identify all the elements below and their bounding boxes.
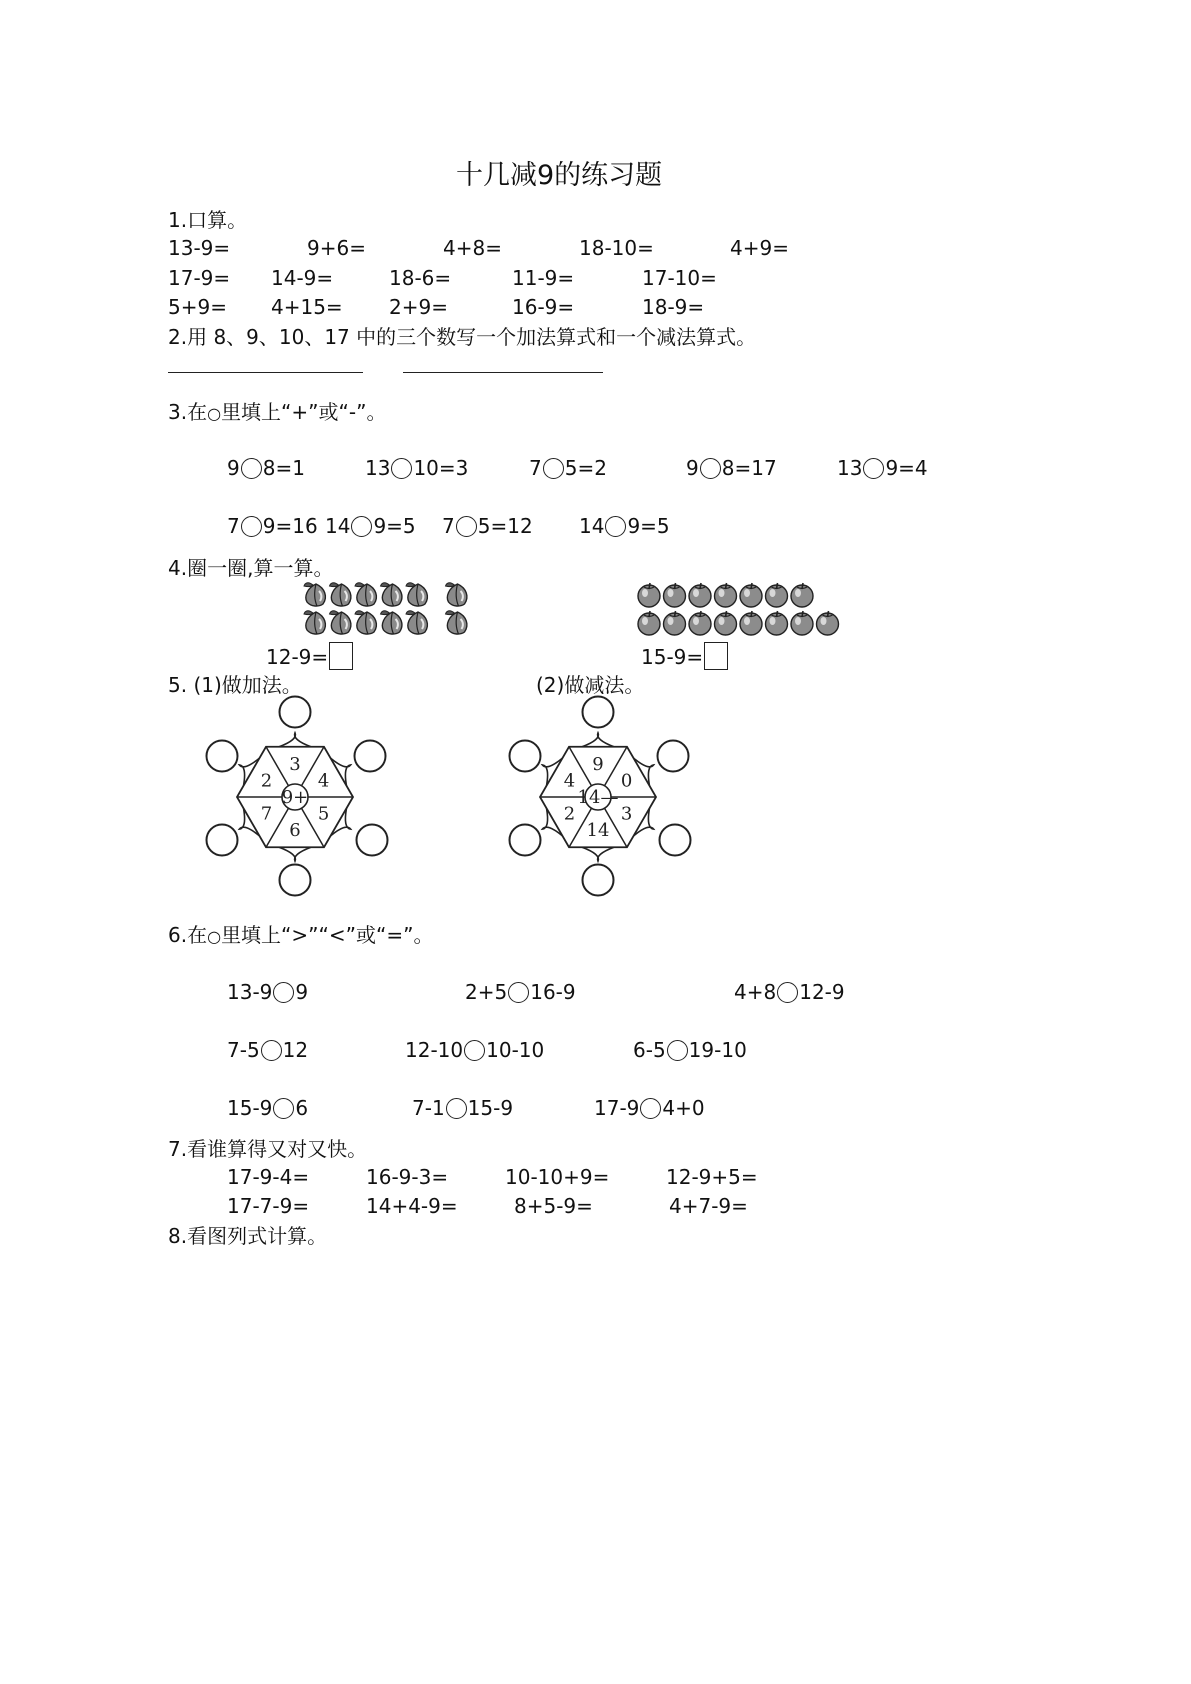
answer-circle[interactable]	[280, 697, 311, 728]
star-point	[582, 733, 614, 747]
answer-circle[interactable]	[273, 982, 294, 1003]
answer-circle[interactable]	[660, 825, 691, 856]
peach-icon	[406, 611, 427, 634]
q6-item: 6-5 19-10	[633, 1038, 747, 1062]
answer-circle[interactable]	[351, 516, 372, 537]
wheel-number: 2	[563, 803, 576, 825]
q1-item: 9+6=	[307, 236, 366, 260]
q1-item: 13-9=	[168, 236, 231, 260]
peach-icon	[446, 583, 467, 606]
answer-circle[interactable]	[261, 1040, 282, 1061]
q6-item: 13-9 9	[227, 980, 309, 1004]
q1-item: 16-9=	[512, 295, 575, 319]
addition-wheel	[200, 690, 400, 900]
q7-item: 8+5-9=	[514, 1194, 593, 1218]
q5-label: 5. (1)做加法。	[168, 673, 302, 697]
apple-icon	[689, 611, 711, 635]
answer-circle[interactable]	[508, 982, 529, 1003]
q3-item: 7 5=2	[529, 456, 607, 480]
wheel-center-label: 14—	[577, 787, 619, 808]
wheel-center-label: 9+	[281, 787, 309, 808]
apple-icon	[664, 583, 686, 607]
apple-icon	[638, 611, 660, 635]
apple-icon	[817, 611, 839, 635]
wheel-number: 3	[289, 754, 301, 775]
peach-icon	[304, 611, 325, 634]
star-point	[279, 733, 311, 747]
q3-item: 14 9=5	[325, 514, 416, 538]
circle-symbol: ○	[207, 927, 222, 946]
q3-item: 13 10=3	[365, 456, 469, 480]
q1-item: 18-10=	[579, 236, 654, 260]
peach-icon	[406, 583, 427, 606]
apple-icon	[740, 583, 762, 607]
answer-circle[interactable]	[241, 516, 262, 537]
answer-circle[interactable]	[777, 982, 798, 1003]
answer-line-subtraction[interactable]	[403, 372, 603, 373]
answer-line-addition[interactable]	[168, 372, 363, 373]
q6-item: 2+5 16-9	[465, 980, 576, 1004]
answer-circle[interactable]	[391, 458, 412, 479]
q7-item: 17-9-4=	[227, 1165, 310, 1189]
q6-label: 6.在○里填上“>”“<”或“=”。	[168, 923, 434, 947]
q1-item: 2+9=	[389, 295, 448, 319]
q7-item: 10-10+9=	[505, 1165, 610, 1189]
answer-circle[interactable]	[543, 458, 564, 479]
q6-item: 15-9 6	[227, 1096, 309, 1120]
peach-icon	[355, 583, 376, 606]
q7-item: 16-9-3=	[366, 1165, 449, 1189]
apple-icon	[791, 583, 813, 607]
q6-item: 12-10 10-10	[405, 1038, 545, 1062]
answer-circle[interactable]	[605, 516, 626, 537]
q1-item: 4+8=	[443, 236, 502, 260]
q5-label-2: (2)做减法。	[536, 673, 645, 697]
circle-symbol: ○	[207, 404, 222, 423]
q3-item: 13 9=4	[837, 456, 928, 480]
q2-label: 2.用 8、9、10、17 中的三个数写一个加法算式和一个减法算式。	[168, 325, 757, 349]
apple-icon	[740, 611, 762, 635]
q7-item: 14+4-9=	[366, 1194, 458, 1218]
q4-eq-1: 12-9=	[266, 642, 353, 670]
answer-circle[interactable]	[510, 741, 541, 772]
q3-item: 7 9=16	[227, 514, 318, 538]
q1-item: 5+9=	[168, 295, 227, 319]
wheel-number: 14	[586, 820, 610, 841]
answer-circle[interactable]	[446, 1098, 467, 1119]
apple-icon	[715, 611, 737, 635]
q7-item: 12-9+5=	[666, 1165, 758, 1189]
answer-circle[interactable]	[583, 697, 614, 728]
apple-illustration	[636, 582, 846, 638]
apple-icon	[715, 583, 737, 607]
apple-icon	[766, 583, 788, 607]
apple-icon	[766, 611, 788, 635]
answer-circle[interactable]	[207, 825, 238, 856]
apple-icon	[664, 611, 686, 635]
q1-item: 18-9=	[642, 295, 705, 319]
q3-label: 3.在○里填上“+”或“-”。	[168, 400, 387, 424]
wheel-number: 9	[592, 754, 604, 775]
answer-circle[interactable]	[464, 1040, 485, 1061]
q3-item: 14 9=5	[579, 514, 670, 538]
q4-label: 4.圈一圈,算一算。	[168, 556, 334, 580]
q1-item: 4+15=	[271, 295, 343, 319]
star-point	[582, 847, 614, 861]
answer-circle[interactable]	[863, 458, 884, 479]
peach-icon	[381, 611, 402, 634]
q1-item: 17-10=	[642, 266, 717, 290]
q6-item: 17-9 4+0	[594, 1096, 705, 1120]
apple-icon	[689, 583, 711, 607]
star-point	[279, 847, 311, 861]
answer-circle[interactable]	[280, 865, 311, 896]
subtraction-wheel	[503, 690, 703, 900]
peach-icon	[446, 611, 467, 634]
answer-circle[interactable]	[355, 741, 386, 772]
apple-icon	[638, 583, 660, 607]
q1-item: 17-9=	[168, 266, 231, 290]
answer-circle[interactable]	[241, 458, 262, 479]
answer-circle[interactable]	[273, 1098, 294, 1119]
wheel-number: 4	[563, 770, 576, 792]
q4-eq-2: 15-9=	[641, 642, 728, 670]
answer-circle[interactable]	[357, 825, 388, 856]
answer-box[interactable]	[329, 642, 353, 670]
q3-item: 9 8=1	[227, 456, 305, 480]
wheel-number: 6	[289, 820, 301, 841]
apple-icon	[791, 611, 813, 635]
peach-illustration	[300, 580, 480, 640]
answer-circle[interactable]	[658, 741, 689, 772]
wheel-number: 0	[620, 770, 633, 792]
wheel-number: 2	[260, 770, 273, 792]
wheel-number: 7	[260, 803, 273, 825]
q6-item: 4+8 12-9	[734, 980, 845, 1004]
peach-icon	[330, 611, 351, 634]
wheel-number: 4	[317, 770, 330, 792]
q1-item: 4+9=	[730, 236, 789, 260]
q8-label: 8.看图列式计算。	[168, 1224, 328, 1248]
q1-item: 18-6=	[389, 266, 452, 290]
q6-item: 7-5 12	[227, 1038, 309, 1062]
page-title: 十几减9的练习题	[456, 160, 663, 191]
answer-circle[interactable]	[456, 516, 477, 537]
q1-item: 14-9=	[271, 266, 334, 290]
q7-item: 17-7-9=	[227, 1194, 310, 1218]
q7-label: 7.看谁算得又对又快。	[168, 1137, 368, 1161]
q1-item: 11-9=	[512, 266, 575, 290]
answer-circle[interactable]	[583, 865, 614, 896]
answer-circle[interactable]	[667, 1040, 688, 1061]
answer-circle[interactable]	[510, 825, 541, 856]
answer-box[interactable]	[704, 642, 728, 670]
peach-icon	[355, 611, 376, 634]
q6-item: 7-1 15-9	[412, 1096, 514, 1120]
answer-circle[interactable]	[640, 1098, 661, 1119]
q3-item: 9 8=17	[686, 456, 777, 480]
wheel-number: 3	[620, 803, 633, 825]
answer-circle[interactable]	[700, 458, 721, 479]
peach-icon	[330, 583, 351, 606]
peach-icon	[381, 583, 402, 606]
q7-item: 4+7-9=	[669, 1194, 748, 1218]
q1-label: 1.口算。	[168, 208, 248, 232]
answer-circle[interactable]	[207, 741, 238, 772]
peach-icon	[304, 583, 325, 606]
q3-item: 7 5=12	[442, 514, 533, 538]
wheel-number: 5	[317, 803, 330, 825]
